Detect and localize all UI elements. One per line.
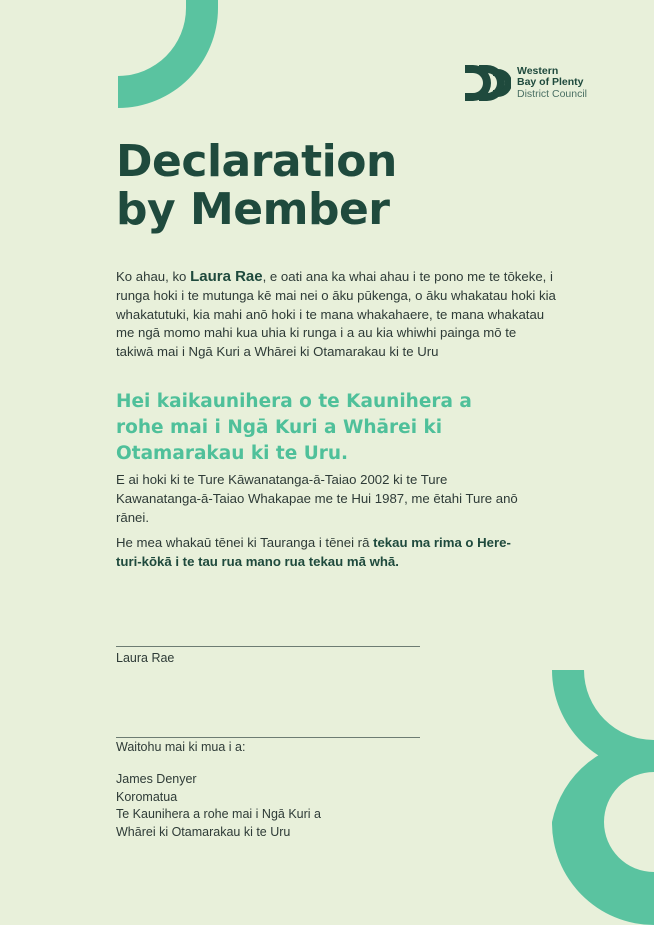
witness-name: James Denyer: [116, 772, 197, 786]
subheading: Hei kaikaunihera o te Kaunihera a rohe mai i Ngā Kuri a Whārei ki Otamarakau ki te Uru.: [116, 391, 472, 464]
logo-text-line2: Bay of Plenty: [517, 76, 584, 89]
witness-role: Koromatua: [116, 789, 178, 804]
council-logo-mark-icon: [465, 63, 511, 103]
witness-block: [116, 771, 321, 841]
logo-text-line3: District Council: [517, 87, 588, 100]
decorative-shape-bottom-right: [552, 670, 654, 925]
decorative-arc-top: [117, 0, 219, 108]
affirmation-date: tekau ma rima o Here-turi-kōkā i te tau rua mano rua tekau mā whā.: [116, 535, 511, 569]
witness-label: Waitohu mai ki mua i a:: [116, 740, 246, 754]
declaration-pre-name: Ko ahau, ko: [116, 269, 191, 284]
title-line-1: Declaration: [116, 136, 397, 187]
affirmation-paragraph: [116, 534, 536, 572]
affirmation-text: He mea whakaū tēnei ki Tauranga i tēnei rā: [116, 535, 374, 550]
member-name: Laura Rae: [190, 268, 263, 285]
declaration-paragraph: [116, 268, 556, 362]
witness-org-line2: Whārei ki Otamarakau ki te Uru: [116, 824, 291, 839]
declaration-text: , e oati ana ka whai ahau i te pono me te tōkeke, i runga hoki i te mutunga kē mai nei o āku pūkenga, o āku whakatau hoki kia whakatutuki, kia mahi anō hoki i te mana whakahaere, te mana whakatau me ngā momo mahi kua uhia ki runga i a au kia whiwhi painga mō te takiwā mai i Ngā Kuri a Whārei ki Otamarakau ki te Uru: [116, 269, 556, 360]
member-signature-line: [116, 646, 420, 647]
witness-org-line1: Te Kaunihera a rohe mai i Ngā Kuri a: [116, 807, 321, 821]
logo-text-line1: Western: [517, 64, 559, 77]
council-logo: [465, 63, 587, 103]
title-line-2: by Member: [116, 184, 390, 235]
member-signature-name: Laura Rae: [116, 651, 175, 665]
witness-signature-line: [116, 737, 420, 738]
acts-paragraph: E ai hoki ki te Ture Kāwanatanga-ā-Taiao 2002 ki te Ture Kawanatanga-ā-Taiao Whakapae me te Hui 1987, me ētahi Ture anō rānei.: [116, 472, 518, 525]
page-title: [116, 138, 397, 234]
